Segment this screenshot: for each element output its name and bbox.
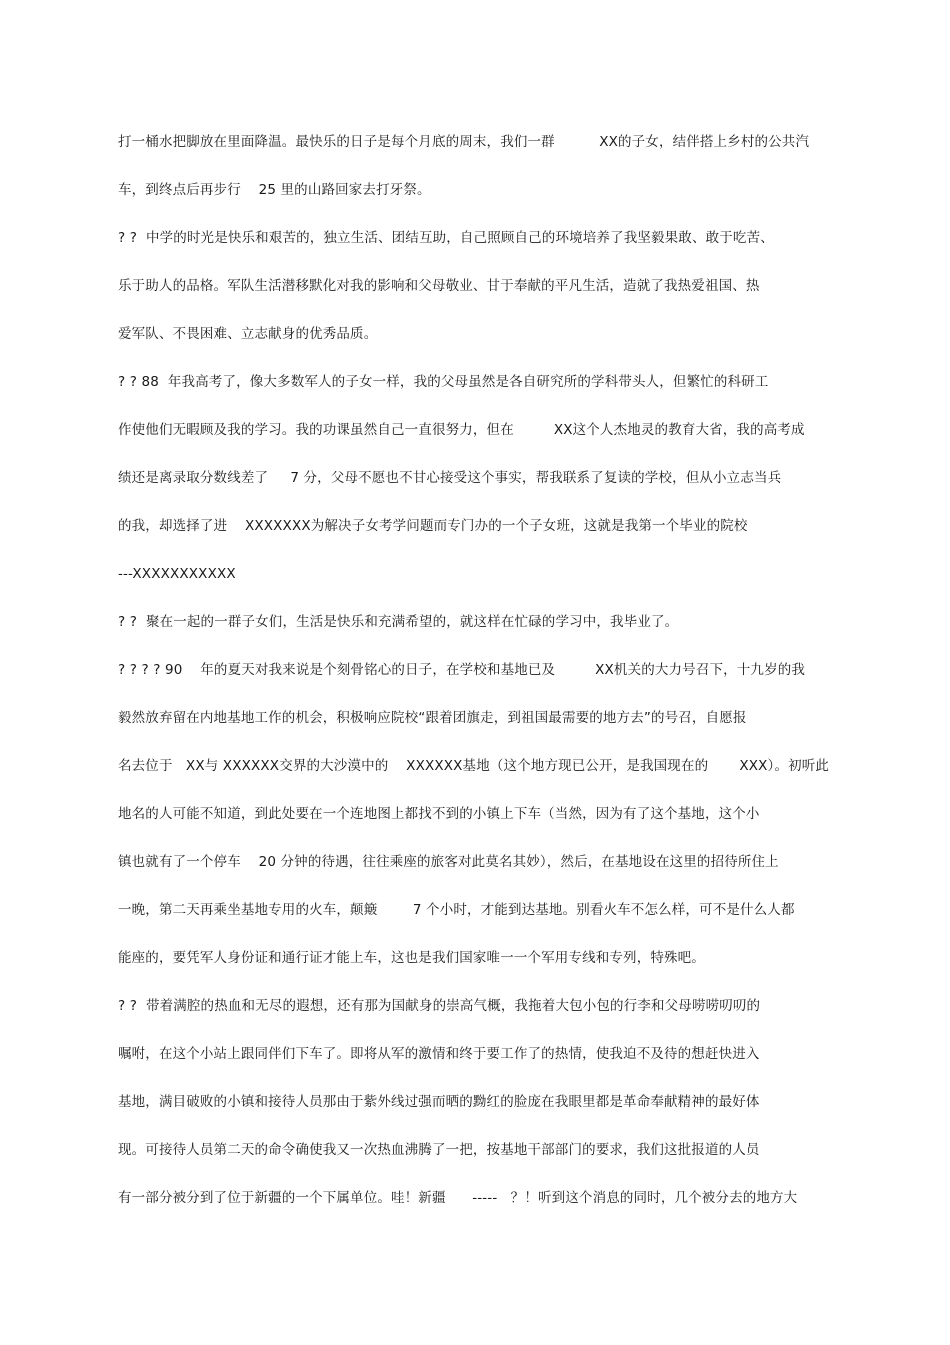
- text-line: 爱军队、不畏困难、立志献身的优秀品质。: [118, 326, 378, 342]
- text-line: 毅然放弃留在内地基地工作的机会，积极响应院校“跟着团旗走，到祖国最需要的地方去”的号召，自愿报: [118, 710, 747, 726]
- text-line: ---XXXXXXXXXXX: [118, 566, 236, 582]
- text-line: 基地，满目破败的小镇和接待人员那由于紫外线过强而晒的黝红的脸庞在我眼里都是革命奉献精神的最好体: [118, 1094, 760, 1110]
- document-body: [118, 131, 828, 1235]
- text-line: 绩还是离录取分数线差了 7 分，父母不愿也不甘心接受这个事实，帮我联系了复读的学校，但从小立志当兵: [118, 470, 782, 486]
- text-line: 的我，却选择了进 XXXXXXX为解决子女考学问题而专门办的一个子女班，这就是我第一个毕业的院校: [118, 518, 748, 534]
- text-line: 乐于助人的品格。军队生活潜移默化对我的影响和父母敬业、甘于奉献的平凡生活，造就了我热爱祖国、热: [118, 278, 760, 294]
- text-line: 镇也就有了一个停车 20 分钟的待遇，往往乘座的旅客对此莫名其妙），然后，在基地设在这里的招待所住上: [118, 854, 779, 870]
- text-line: ? ? 中学的时光是快乐和艰苦的，独立生活、团结互助，自己照顾自己的环境培养了我坚毅果敢、敢于吃苦、: [118, 230, 774, 246]
- text-line: 能座的，要凭军人身份证和通行证才能上车，这也是我们国家唯一一个军用专线和专列，特殊吧。: [118, 950, 705, 966]
- text-line: ? ? 88 年我高考了，像大多数军人的子女一样，我的父母虽然是各自研究所的学科带头人，但繁忙的科研工: [118, 374, 769, 390]
- text-line: 打一桶水把脚放在里面降温。最快乐的日子是每个月底的周末，我们一群 XX的子女，结伴搭上乡村的公共汽: [118, 134, 810, 150]
- text-line: 地名的人可能不知道，到此处要在一个连地图上都找不到的小镇上下车（当然，因为有了这个基地，这个小: [118, 806, 760, 822]
- text-line: 嘱咐，在这个小站上跟同伴们下车了。即将从军的激情和终于要工作了的热情，使我迫不及待的想赶快进入: [118, 1046, 760, 1062]
- text-line: 车，到终点后再步行 25 里的山路回家去打牙祭。: [118, 182, 431, 198]
- text-line: 名去位于 XX与 XXXXXX交界的大沙漠中的 XXXXXX基地（这个地方现已公开，是我国现在的 XXX）。初听此: [118, 758, 830, 774]
- text-line: 现。可接待人员第二天的命令确使我又一次热血沸腾了一把，按基地干部部门的要求，我们这批报道的人员: [118, 1142, 760, 1158]
- text-line: 有一部分被分到了位于新疆的一个下属单位。哇！新疆 ----- ？！听到这个消息的同时，几个被分去的地方大: [118, 1190, 798, 1206]
- text-line: ? ? ? ? 90 年的夏天对我来说是个刻骨铭心的日子，在学校和基地已及 XX机关的大力号召下，十九岁的我: [118, 662, 806, 678]
- text-line: ? ? 聚在一起的一群子女们，生活是快乐和充满希望的，就这样在忙碌的学习中，我毕业了。: [118, 614, 679, 630]
- text-line: ? ? 带着满腔的热血和无尽的遐想，还有那为国献身的崇高气概，我拖着大包小包的行李和父母唠唠叨叨的: [118, 998, 761, 1014]
- text-line: 一晚，第二天再乘坐基地专用的火车，颠簸 7 个小时，才能到达基地。别看火车不怎么样，可不是什么人都: [118, 902, 795, 918]
- text-line: 作使他们无暇顾及我的学习。我的功课虽然自己一直很努力，但在 XX这个人杰地灵的教育大省，我的高考成: [118, 422, 805, 438]
